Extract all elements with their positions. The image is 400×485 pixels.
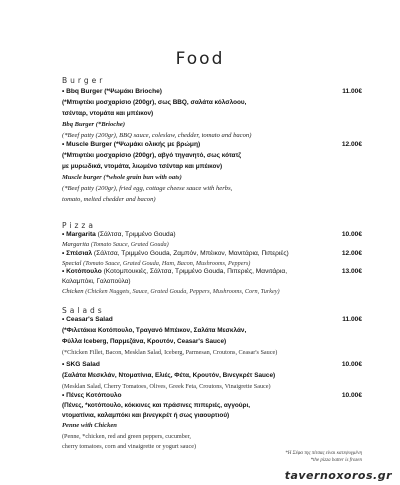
item-desc-gr: (Σαλάτα Μεσκλάν, Ντοματίνια, Ελιές, Φέτα, Κρουτόν, Βινεγκρέτ Sauce) <box>62 372 276 379</box>
item-desc-gr: (*Φιλετάκια Κοτόπουλο, Τραγανό Μπέικον, Σαλάτα Μεσκλάν, <box>62 327 247 334</box>
menu-item-muscle-burger <box>62 141 362 211</box>
watermark-logo: tavernoxoros.gr <box>284 469 392 482</box>
menu-item-chicken-pizza <box>62 268 362 298</box>
item-name-en: Penne with Chicken <box>62 422 117 429</box>
item-desc-en: (Penne, *chicken, red and green peppers, cucumber, <box>62 433 191 440</box>
item-name-en: Muscle burger (*whole grain bun with oats) <box>62 174 182 181</box>
item-name-en: Bbq Burger (*Brioche) <box>62 121 126 128</box>
section-burger: Burger <box>62 76 106 85</box>
item-desc-en: Special (Tomato Sauce, Grated Gouda, Ham, Bacon, Mushrooms, Peppers) <box>62 260 251 267</box>
item-desc-en: (*Chicken Fillet, Bacon, Mesklan Salad, Iceberg, Parmesan, Croutons, Ceasar's Sauce) <box>62 349 278 356</box>
item-desc-gr: (*Μπιφτέκι μοσχαρίσιο (200gr), αβγό τηγανητό, σως κότατζ <box>62 152 242 159</box>
item-desc-gr: Καλαμπόκι, Γαλοπούλα) <box>62 278 131 285</box>
item-price: 10.00€ <box>341 231 362 238</box>
item-price: 11.00€ <box>342 316 362 323</box>
item-name: • Κοτόπουλο (Κοτομπουκιές, Σάλτσα, Τριμμένο Gouda, Πιπεριές, Μανιτάρια, <box>62 268 288 275</box>
menu-item-skg-salad <box>62 361 362 391</box>
item-price: 10.00€ <box>341 361 362 368</box>
item-desc-gr: Φύλλα Iceberg, Παρμεζάνα, Κρουτόν, Ceasar's Sauce) <box>62 338 227 345</box>
item-price: 12.00€ <box>341 250 362 257</box>
item-name: • SKG Salad <box>62 361 100 368</box>
item-name: • Margarita (Σάλτσα, Τριμμένο Gouda) <box>62 231 176 238</box>
section-salads: Salads <box>62 306 105 315</box>
footnote-en: *the pizza batter is frozen <box>310 458 362 463</box>
footnote-gr: *Η Σέφα της πίτσας είναι κατεψυγμένη <box>285 451 362 456</box>
menu-item-bbq-burger <box>62 88 362 148</box>
item-price: 13.00€ <box>341 268 362 275</box>
item-desc-en: (Mesklan Salad, Cherry Tomatoes, Olives, Greek Feta, Croutons, Vinaigrette Sauce) <box>62 383 271 390</box>
item-desc-en: Margarita (Tomato Sauce, Grated Gouda) <box>62 241 169 248</box>
menu-item-special <box>62 250 362 270</box>
item-price: 10.00€ <box>341 392 362 399</box>
section-pizza: Pizza <box>62 221 96 230</box>
item-price: 12.00€ <box>341 141 362 148</box>
item-desc-gr: ντοματίνια, καλαμπόκι και βινεγκρέτ ή σως γιαουρτιού) <box>62 412 230 419</box>
menu-item-margarita <box>62 231 362 251</box>
item-name: • Bbq Burger (*Ψωμάκι Brioche) <box>62 88 162 95</box>
item-name: • Muscle Burger (*Ψωμάκι ολικής με βρώμη) <box>62 141 201 148</box>
item-name: • Πένες Κοτόπουλο <box>62 392 122 399</box>
item-desc-en: Chicken (Chicken Nuggets, Sauce, Grated Gouda, Peppers, Mushrooms, Corn, Turkey) <box>62 288 280 295</box>
item-desc-gr: με μυρωδικά, ντομάτα, λιωμένο τσένταρ και μπέικον) <box>62 163 223 170</box>
page-title: Food <box>175 49 225 69</box>
item-desc-en: tomato, melted chedder and bacon) <box>62 196 156 203</box>
item-desc-gr: τσένταρ, ντομάτα και μπέικον) <box>62 110 154 117</box>
item-desc-en: (*Beef patty (200gr), BBQ sauce, coleslaw, chedder, tomato and bacon) <box>62 132 252 139</box>
item-desc-en: (*Beef patty (200gr), fried egg, cottage cheese sauce with herbs, <box>62 185 233 192</box>
item-desc-en: cherry tomatoes, corn and vinaigrette or yogurt sauce) <box>62 443 197 450</box>
item-name: • Σπέσιαλ (Σάλτσα, Τριμμένο Gouda, Ζαμπόν, Μπέικον, Μανιτάρια, Πιπεριές) <box>62 250 289 257</box>
item-price: 11.00€ <box>342 88 362 95</box>
menu-item-penne-chicken <box>62 392 362 457</box>
item-name: • Ceasar's Salad <box>62 316 113 323</box>
item-desc-gr: (Πένες, *κοτόπουλο, κόκκινες και πράσινες πιπεριές, αγγούρι, <box>62 402 251 409</box>
item-desc-gr: (*Μπιφτέκι μοσχαρίσιο (200gr), σως BBQ, σαλάτα κόλσλοου, <box>62 99 247 106</box>
menu-item-caesars-salad <box>62 316 362 356</box>
